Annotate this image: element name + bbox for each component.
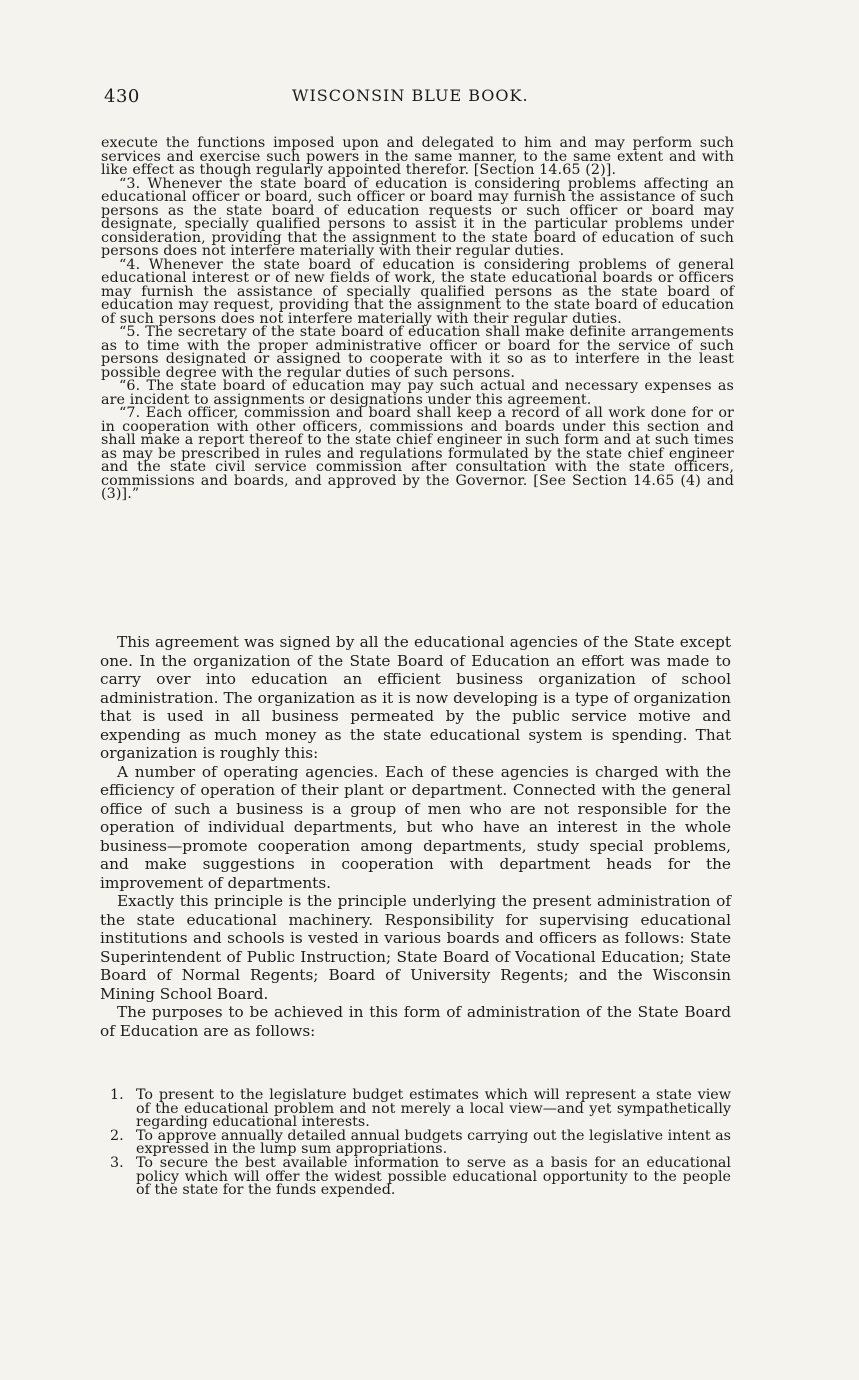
body-paragraph: A number of operating agencies. Each of these agencies is charged with the efficiency of operation of their plant or department. Connected with the general office of such a business is a group of men who are not responsible for the operation of individual departments, but who have an interest in the whole business—promote cooperation among departments, study special problems, and make suggestions in cooperation with department heads for the improvement of departments. <box>100 762 731 892</box>
body-paragraph: This agreement was signed by all the educational agencies of the State except one. In the organization of the State Board of Education an effort was made to carry over into education an efficient business organization of school administration. The organization as it is now developing is a type of organization that is used in all business permeated by the public service motive and expending as much money as the state educational system is spending. That organization is roughly this: <box>100 633 731 762</box>
quote-paragraph: “6. The state board of education may pay such actual and necessary expenses as are incident to assignments or designations under this agreement. <box>101 378 734 408</box>
list-number: 2. <box>110 1127 124 1144</box>
list-item <box>110 1127 731 1158</box>
quote-paragraph: “4. Whenever the state board of education is considering problems of general educational interest or of new fields of work, the state educational boards or officers may furnish the assistance of specially qualified persons as the state board of education may request, providing that the assignment to the state board of education of such persons does not interfere materially with their regular duties. <box>101 256 734 327</box>
quoted-agreement <box>101 137 734 502</box>
quote-paragraph: “3. Whenever the state board of education is considering problems affecting an educational officer or board, such officer or board may furnish the assistance of such persons as the state board of education requests or such officer or board may designate, specially qualified persons to assist it in the particular problems under consideration, providing that the assignment to the state board of education of such persons does not interfere materially with their regular duties. <box>101 175 734 259</box>
list-text: To present to the legislature budget estimates which will represent a state view of the educational problem and not merely a local view—and yet sympathetically regarding educational interests. <box>136 1087 731 1131</box>
list-text: To secure the best available information to serve as a basis for an educational policy which will offer the widest possible educational opportunity to the people of the state for the funds expended. <box>136 1154 731 1199</box>
page-header <box>104 86 728 108</box>
list-number: 3. <box>110 1154 124 1171</box>
body-paragraph: Exactly this principle is the principle underlying the present administration of the state educational machinery. Responsibility for supervising educational institutions and schools is vested in various boards and officers as follows: State Superintendent of Public Instruction; State Board of Vocational Education; State Board of Normal Regents; Board of University Regents; and the Wisconsin Mining School Board. <box>100 892 731 1003</box>
quote-paragraph: “7. Each officer, commission and board shall keep a record of all work done for or in cooperation with other officers, commissions and boards under this section and shall make a report thereof to the state chief engineer in such form and at such times as may be prescribed in rules and regulations formulated by the state chief engineer and the state civil service commission after consultation with the state officers, commissions and boards, and approved by the Governor. [See Section 14.65 (4) and (3)].” <box>101 405 734 502</box>
list-item <box>110 1089 731 1130</box>
quote-paragraph: “5. The secretary of the state board of education shall make definite arrangements as to time with the proper administrative officer or board for the service of such persons designated or assigned to cooperate with it so as to interfere in the least possible degree with the regular duties of such persons. <box>101 324 734 381</box>
body-text <box>100 633 731 1040</box>
list-item <box>110 1154 731 1199</box>
running-head: WISCONSIN BLUE BOOK. <box>292 86 529 105</box>
list-number: 1. <box>110 1087 124 1103</box>
purposes-list <box>110 1089 731 1198</box>
list-text: To approve annually detailed annual budgets carrying out the legislative intent as expressed in the lump sum appropriations. <box>136 1127 731 1158</box>
body-paragraph: The purposes to be achieved in this form of administration of the State Board of Education are as follows: <box>100 1003 731 1040</box>
page-number: 430 <box>104 86 140 107</box>
quote-paragraph: execute the functions imposed upon and delegated to him and may perform such services and exercise such powers in the same manner, to the same extent and with like effect as though regularly appointed therefor. [Section 14.65 (2)]. <box>101 135 734 178</box>
